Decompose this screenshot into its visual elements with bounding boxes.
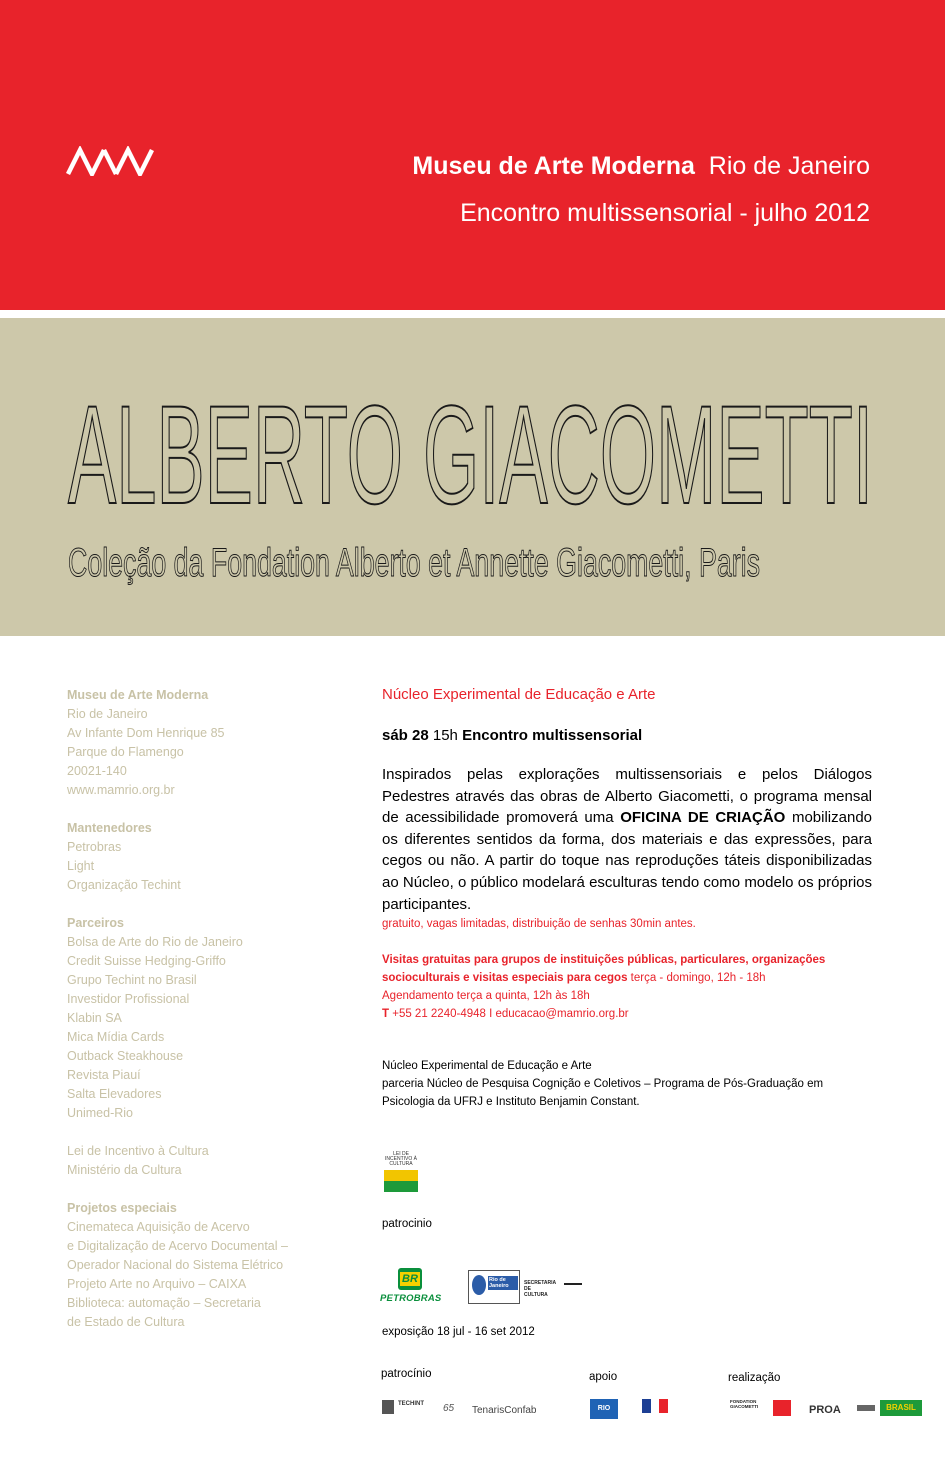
oficina-emphasis: OFICINA DE CRIAÇÃO: [620, 809, 786, 827]
nucleo-title: Núcleo Experimental de Educação e Arte: [382, 686, 656, 703]
museum-name: Museu de Arte Moderna: [412, 152, 695, 180]
mam-small-logo: [773, 1400, 791, 1416]
museum-website-link[interactable]: www.mamrio.org.br: [67, 783, 175, 797]
title-band: [0, 318, 945, 636]
footer-apoio-label: apoio: [589, 1371, 618, 1383]
event-description: [382, 764, 872, 915]
flag-icon: [384, 1170, 418, 1192]
tenaris-logo: TenarisConfab: [472, 1405, 537, 1416]
lei-logo-text: LEI DE INCENTIVO À CULTURA: [385, 1151, 417, 1167]
list-item: Revista Piauí: [67, 1068, 141, 1082]
visits-info: [382, 951, 872, 1023]
event-line: Encontro multissensorial - julho 2012: [460, 199, 870, 227]
mantenedores-head: Mantenedores: [67, 821, 152, 835]
list-item: Unimed-Rio: [67, 1106, 133, 1120]
list-item: Cinemateca Aquisição de Acervo: [67, 1220, 250, 1234]
parceiros-head: Parceiros: [67, 916, 124, 930]
br-label: BR: [400, 1272, 420, 1286]
left-column: [67, 686, 357, 1351]
br-icon: [398, 1268, 422, 1290]
list-item: Ministério da Cultura: [67, 1163, 182, 1177]
rio-logo: RIO: [590, 1399, 618, 1419]
visits-bold: Visitas gratuitas para grupos de instituições públicas, particulares, organizações socioculturais e visitas especiais para cegos: [382, 954, 826, 985]
event-time: 15h: [432, 727, 458, 744]
credits-line: Núcleo Experimental de Educação e Arte: [382, 1060, 592, 1073]
lei-incentivo-logo: [384, 1152, 418, 1192]
techint-logo: TECHINT: [398, 1401, 424, 1407]
fondation-logo: FONDATION GIACOMETTI: [730, 1399, 759, 1409]
museum-info-line: Rio de Janeiro: [67, 707, 148, 721]
governo-rj-logo: [468, 1270, 520, 1304]
list-item: Organização Techint: [67, 878, 181, 892]
free-note: gratuito, vagas limitadas, distribuição de senhas 30min antes.: [382, 918, 696, 931]
museum-info: [67, 686, 357, 800]
mam-logo: [66, 146, 154, 176]
list-item: Bolsa de Arte do Rio de Janeiro: [67, 935, 243, 949]
exposicao-dates: exposição 18 jul - 16 set 2012: [382, 1326, 535, 1338]
list-item: Projeto Arte no Arquivo – CAIXA: [67, 1277, 247, 1291]
list-item: Operador Nacional do Sistema Elétrico: [67, 1258, 284, 1272]
governo-federal-logo: BRASIL: [880, 1400, 922, 1416]
phone-prefix: T: [382, 1008, 390, 1021]
list-item: Investidor Profissional: [67, 992, 190, 1006]
petrobras-text: PETROBRAS: [380, 1293, 442, 1304]
list-item: Credit Suisse Hedging-Griffo: [67, 954, 226, 968]
consulado-franca-logo: [642, 1399, 668, 1419]
museum-header: [412, 152, 870, 181]
title-art: [0, 318, 945, 636]
right-column: [382, 686, 872, 1111]
footer-patrocinio-label: patrocínio: [381, 1368, 432, 1380]
list-item: Biblioteca: automação – Secretaria: [67, 1296, 261, 1310]
french-flag-icon: [642, 1399, 668, 1413]
list-item: de Estado de Cultura: [67, 1315, 185, 1329]
lei-incentivo: [67, 1142, 357, 1180]
list-item: Mica Mídia Cards: [67, 1030, 165, 1044]
secretaria-logo: SECRETARIA DE CULTURA: [524, 1280, 556, 1298]
contact-line: [382, 1005, 872, 1023]
event-day: sáb 28: [382, 727, 429, 744]
projetos-list: [67, 1199, 357, 1332]
visits-hours: terça - domingo, 12h - 18h: [627, 972, 766, 985]
event-heading: [382, 727, 872, 744]
techint-icon: [382, 1400, 394, 1414]
list-item: Petrobras: [67, 840, 122, 854]
list-item: Klabin SA: [67, 1011, 122, 1025]
secretaria-mark: [564, 1283, 582, 1295]
parceiros-list: [67, 914, 357, 1123]
exhibition-subtitle: Coleção da Fondation Alberto et Annette Giacometti, Paris: [68, 541, 760, 585]
credits-line: parceria Núcleo de Pesquisa Cognição e Coletivos – Programa de Pós-Graduação em Psicologia da UFRJ e Instituto Benjamin Constant.: [382, 1078, 824, 1109]
museum-city: Rio de Janeiro: [708, 152, 870, 180]
proa-logo: PROA: [809, 1404, 841, 1416]
coat-of-arms-icon: [472, 1275, 486, 1295]
museum-info-line: 20021-140: [67, 764, 127, 778]
description-part: Inspirados pelas explorações multissensoriais e pelos Diálogos Pedestres através das obras de Alberto Giacometti, o programa mensal de acessibilidade promoverá uma: [382, 766, 872, 827]
event-name: Encontro multissensorial: [462, 727, 643, 744]
petrobras-logo: [380, 1268, 442, 1304]
exhibition-title: ALBERTO GIACOMETTI: [68, 376, 873, 533]
credits: [382, 1057, 872, 1111]
list-item: e Digitalização de Acervo Documental –: [67, 1239, 288, 1253]
list-item: Grupo Techint no Brasil: [67, 973, 197, 987]
list-item: Light: [67, 859, 95, 873]
museum-info-head: Museu de Arte Moderna: [67, 688, 209, 702]
museum-info-line: Av Infante Dom Henrique 85: [67, 726, 225, 740]
phone-email[interactable]: +55 21 2240-4948 I educacao@mamrio.org.br: [389, 1008, 629, 1021]
header-banner: [0, 0, 945, 310]
ministerio-logo: [857, 1405, 875, 1411]
list-item: Outback Steakhouse: [67, 1049, 184, 1063]
schedule-line: Agendamento terça a quinta, 12h às 18h: [382, 990, 590, 1003]
mantenedores-list: [67, 819, 357, 895]
list-item: Salta Elevadores: [67, 1087, 162, 1101]
rj-text: Rio de Janeiro: [488, 1276, 518, 1290]
65-anos-logo: 65: [443, 1403, 455, 1414]
footer-realizacao-label: realização: [728, 1372, 781, 1384]
patrocinio-label: patrocinio: [382, 1218, 432, 1230]
description-part: mobilizando os diferentes sentidos da forma, dos materiais e das expressões, para cegos ou não. A partir do toque nas reproduções táteis disponibilizadas ao Núcleo, o público modelará esculturas tendo como modelo os próprios participantes.: [382, 809, 873, 913]
list-item: Lei de Incentivo à Cultura: [67, 1144, 209, 1158]
projetos-head: Projetos especiais: [67, 1201, 177, 1215]
museum-info-line: Parque do Flamengo: [67, 745, 184, 759]
